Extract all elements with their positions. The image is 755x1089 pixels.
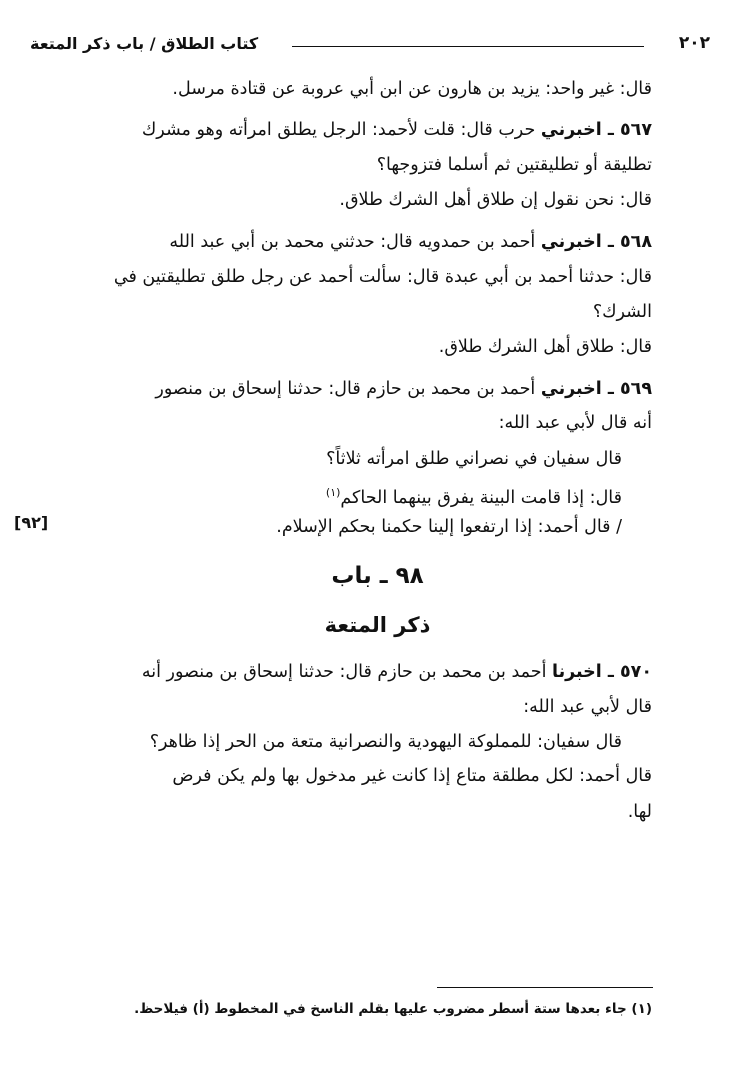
entry-text: أحمد بن محمد بن حازم قال: حدثنا إسحاق بن منصور — [155, 379, 541, 399]
text-line — [326, 479, 622, 507]
header-rule — [292, 46, 644, 47]
entry-number: ٥٦٧ ـ اخبرني — [540, 120, 652, 140]
manuscript-folio-marker: [٩٢] — [14, 513, 49, 532]
text-line: لها. — [627, 802, 652, 822]
entry-text: أحمد بن حمدويه قال: حدثني محمد بن أبي عبد الله — [169, 232, 541, 252]
text-line: قال: حدثنا أحمد بن أبي عبدة قال: سألت أحمد عن رجل طلق تطليقتين في — [113, 267, 652, 287]
text-line: قال: طلاق أهل الشرك طلاق. — [438, 337, 652, 357]
text-line: / قال أحمد: إذا ارتفعوا إلينا حكمنا بحكم الإسلام. — [276, 517, 622, 537]
entry-number: ٥٦٨ ـ اخبرني — [540, 232, 652, 252]
text-line — [142, 658, 652, 686]
footnote-separator — [437, 987, 653, 988]
text-line: أنه قال لأبي عبد الله: — [498, 413, 652, 433]
line-text: قال: إذا قامت البينة يفرق بينهما الحاكم — [340, 487, 622, 508]
running-header — [30, 34, 710, 60]
text-line: قال سفيان في نصراني طلق امرأته ثلاثاً؟ — [326, 449, 622, 469]
footnote: (١) جاء بعدها ستة أسطر مضروب عليها بقلم الناسخ في المخطوط (أ) فيلاحظ. — [134, 1001, 652, 1017]
text-line: قال أحمد: لكل مطلقة متاع إذا كانت غير مدخول بها ولم يكن فرض — [172, 766, 652, 786]
running-title: كتاب الطلاق / باب ذكر المتعة — [30, 34, 259, 53]
text-line — [142, 116, 652, 144]
page-number: ٢٠٢ — [678, 33, 710, 53]
text-line: قال لأبي عبد الله: — [523, 697, 652, 717]
text-line — [155, 375, 652, 403]
entry-text: حرب قال: قلت لأحمد: الرجل يطلق امرأته وهو مشرك — [141, 120, 541, 140]
entry-number: ٥٧٠ ـ اخبرنا — [552, 662, 652, 682]
text-line: قال: نحن نقول إن طلاق أهل الشرك طلاق. — [339, 190, 652, 210]
entry-text: أحمد بن محمد بن حازم قال: حدثنا إسحاق بن منصور أنه — [141, 662, 552, 682]
entry-number: ٥٦٩ ـ اخبرني — [540, 379, 652, 399]
chapter-number: ٩٨ ـ باب — [331, 563, 424, 589]
text-line — [169, 228, 652, 256]
text-line: الشرك؟ — [592, 302, 652, 322]
text-line: قال: غير واحد: يزيد بن هارون عن ابن أبي عروبة عن قتادة مرسل. — [172, 79, 652, 99]
footnote-ref: (١) — [325, 486, 341, 499]
text-line: تطليقة أو تطليقتين ثم أسلما فتزوجها؟ — [376, 155, 652, 175]
chapter-title: ذكر المتعة — [324, 613, 431, 637]
text-line: قال سفيان: للمملوكة اليهودية والنصرانية متعة من الحر إذا ظاهر؟ — [149, 732, 622, 752]
